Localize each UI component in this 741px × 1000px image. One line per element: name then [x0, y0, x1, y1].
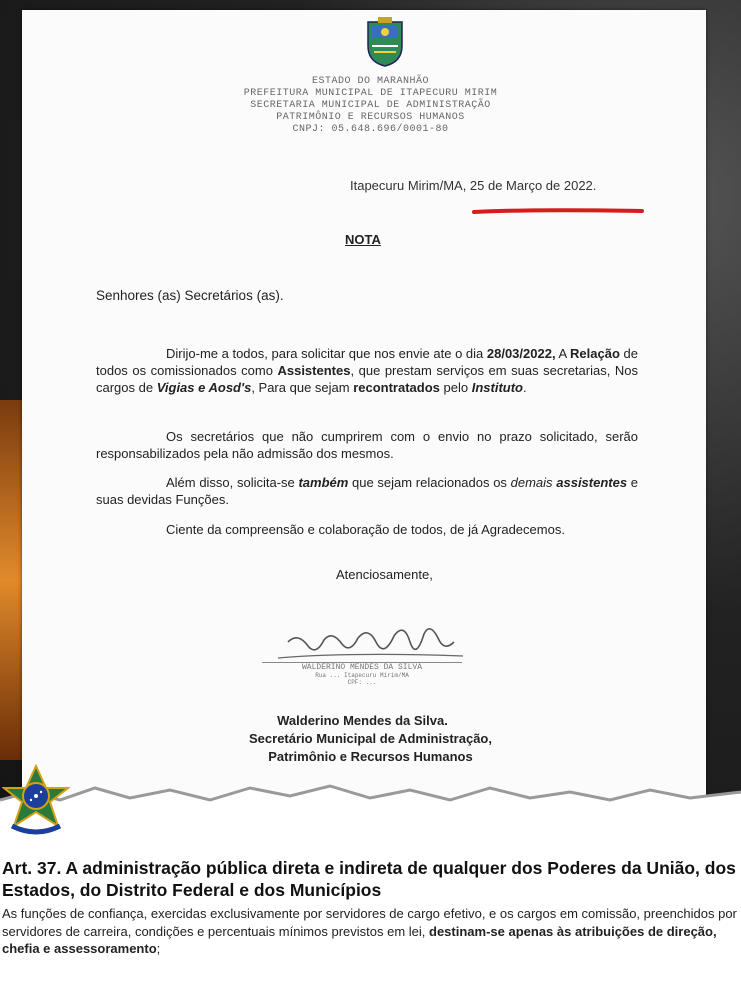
- paragraph-warning: Os secretários que não cumprirem com o envio no prazo solicitado, serão responsabilizados pela não admissão dos mesmos.: [96, 429, 638, 461]
- letterhead-prefecture: PREFEITURA MUNICIPAL DE ITAPECURU MIRIM: [243, 88, 498, 99]
- signer-role: Secretário Municipal de Administração,: [249, 731, 492, 746]
- document-date: Itapecuru Mirim/MA, 25 de Março de 2022.: [350, 178, 597, 193]
- municipal-coat-of-arms-icon: [364, 16, 406, 68]
- letterhead-secretariat: SECRETARIA MUNICIPAL DE ADMINISTRAÇÃO: [250, 100, 491, 111]
- paragraph-request: Dirijo-me a todos, para solicitar que nos envie ate o dia 28/03/2022, A Relação de todos os comissionados como Assistentes, que prestam serviços em suas secretarias, Nos cargos de Vigias e Aosd's, Para que sejam recontratados pelo Instituto.: [96, 346, 638, 395]
- signature-stamp: [262, 662, 462, 686]
- paragraph-thanks: Ciente da compreensão e colaboração de todos, de já Agradecemos.: [166, 522, 565, 537]
- stamp-name: WALDERINO MENDES DA SILVA: [301, 663, 423, 672]
- brazil-coat-of-arms-icon: [2, 764, 70, 840]
- signer-department: Patrimônio e Recursos Humanos: [268, 749, 473, 764]
- red-underline-mark: [472, 208, 644, 214]
- article-heading: Art. 37. A administração pública direta e indireta de qualquer dos Poderes da União, dos Estados, do Distrito Federal e dos Municípios: [2, 858, 736, 900]
- paragraph-additional: Além disso, solicita-se também que sejam relacionados os demais assistentes e suas devidas Funções.: [96, 475, 639, 507]
- closing-salutation: Atenciosamente,: [336, 567, 433, 582]
- article-body: As funções de confiança, exercidas exclusivamente por servidores de cargo efetivo, e os cargos em comissão, preenchidos por servidores de carreira, condições e percentuais mínimos previstos em lei, destinam-se apenas às atribuições de direção, chefia e assessoramento;: [2, 906, 737, 956]
- signer-name: Walderino Mendes da Silva.: [277, 713, 448, 728]
- stamp-detail-2: CPF: ...: [347, 679, 377, 686]
- letterhead: [0, 76, 741, 136]
- greeting: Senhores (as) Secretários (as).: [96, 288, 284, 303]
- letterhead-department: PATRIMÔNIO E RECURSOS HUMANOS: [276, 112, 465, 123]
- document-title: NOTA: [345, 232, 381, 247]
- stamp-detail-1: Rua ... Itapecuru Mirim/MA: [315, 672, 409, 679]
- letterhead-cnpj: CNPJ: 05.648.696/0001-80: [292, 124, 449, 135]
- letterhead-state: ESTADO DO MARANHÃO: [311, 76, 430, 87]
